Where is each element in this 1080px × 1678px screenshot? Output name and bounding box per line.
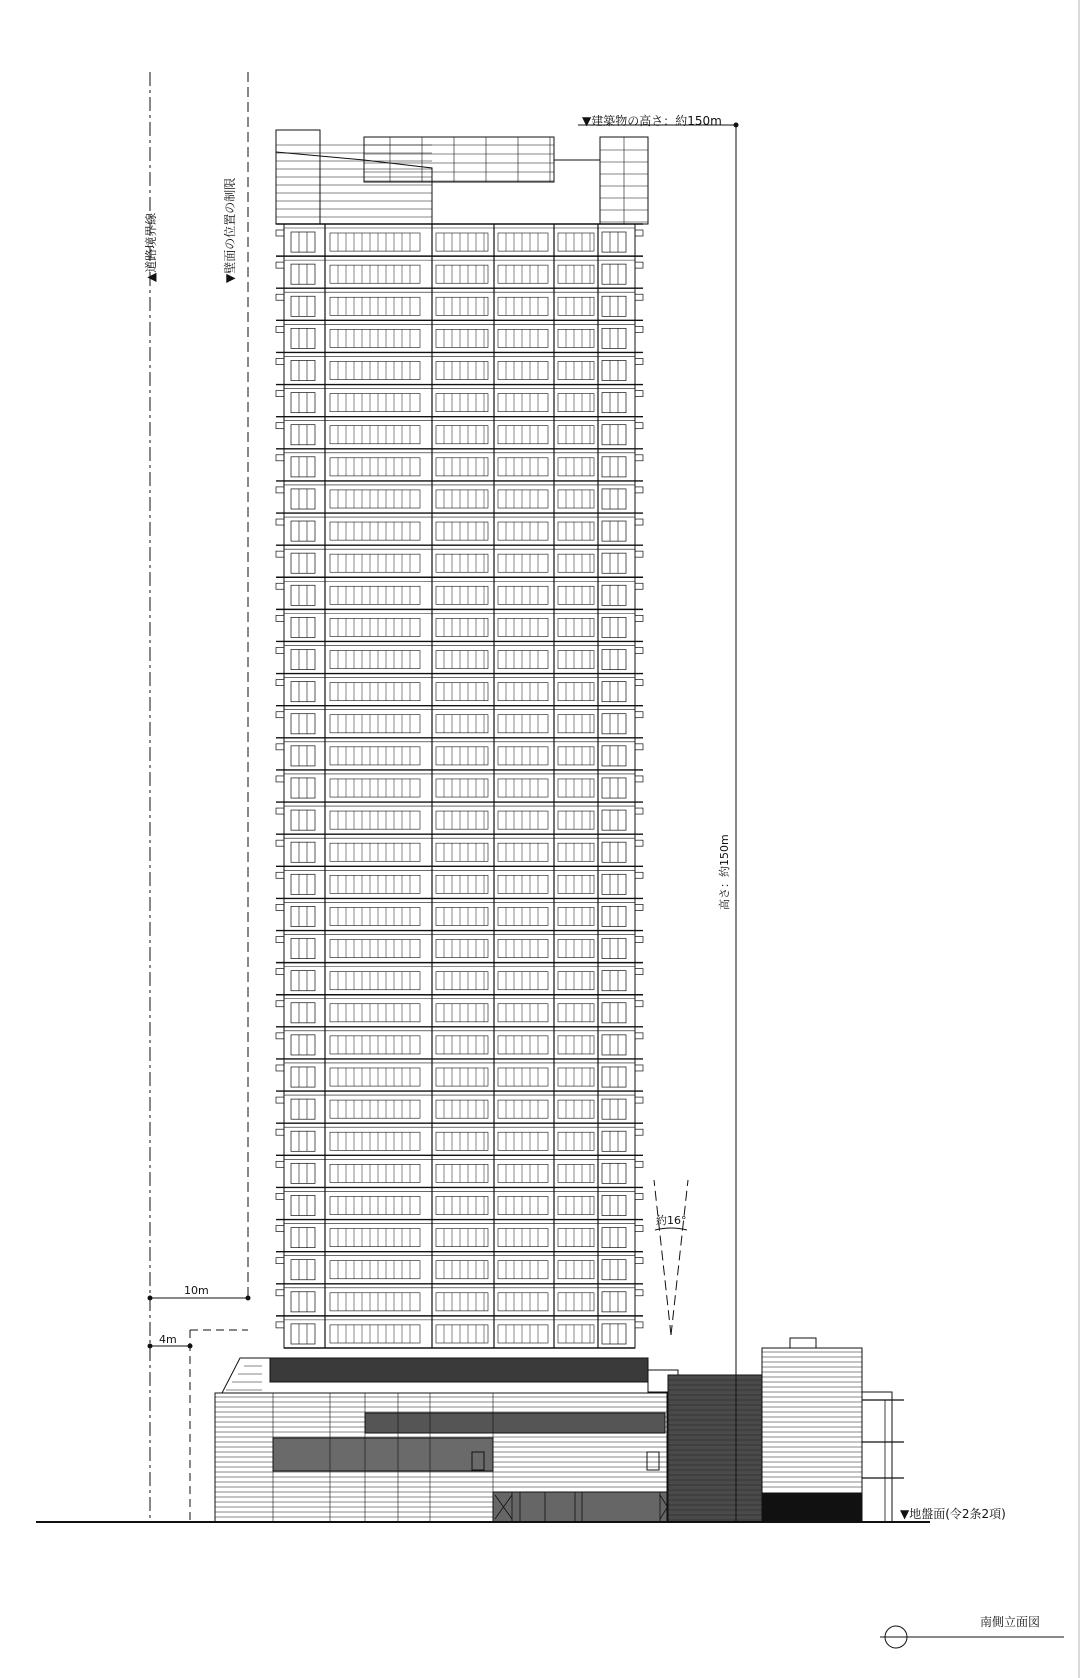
balcony-edge-right	[635, 969, 643, 975]
bay-window	[558, 522, 594, 540]
corner-window-right	[602, 971, 626, 991]
bay-window	[498, 490, 548, 508]
bay-window	[498, 1325, 548, 1343]
corner-window-left	[291, 521, 315, 541]
corner-window-left	[291, 810, 315, 830]
corner-window-left	[291, 1228, 315, 1248]
balcony-edge-right	[635, 904, 643, 910]
bay-window	[558, 361, 594, 379]
bay-window	[498, 650, 548, 668]
balcony-edge-right	[635, 1322, 643, 1328]
podium-entrance-band	[493, 1492, 667, 1522]
balcony-edge-right	[635, 455, 643, 461]
balcony-edge-left	[276, 712, 284, 718]
balcony-edge-left	[276, 904, 284, 910]
balcony-edge-right	[635, 1065, 643, 1071]
corner-window-right	[602, 649, 626, 669]
balcony-edge-left	[276, 487, 284, 493]
balcony-edge-left	[276, 680, 284, 686]
corner-window-left	[291, 649, 315, 669]
corner-window-right	[602, 1003, 626, 1023]
bay-window	[558, 1132, 594, 1150]
bay-window	[330, 972, 420, 990]
bay-window	[558, 426, 594, 444]
bay-window	[330, 1325, 420, 1343]
bay-window	[498, 1293, 548, 1311]
corner-window-left	[291, 328, 315, 348]
corner-window-right	[602, 746, 626, 766]
bay-window	[558, 715, 594, 733]
bay-window	[330, 1132, 420, 1150]
balcony-edge-right	[635, 1129, 643, 1135]
balcony-edge-right	[635, 615, 643, 621]
bay-window	[330, 715, 420, 733]
corner-window-right	[602, 521, 626, 541]
balcony-edge-left	[276, 1258, 284, 1264]
corner-window-left	[291, 1003, 315, 1023]
bay-window	[558, 1261, 594, 1279]
corner-window-left	[291, 1292, 315, 1312]
balcony-edge-right	[635, 551, 643, 557]
bay-window	[498, 811, 548, 829]
balcony-edge-left	[276, 1097, 284, 1103]
corner-window-left	[291, 1324, 315, 1344]
bay-window	[498, 1132, 548, 1150]
corner-window-right	[602, 393, 626, 413]
bay-window	[558, 907, 594, 925]
corner-window-right	[602, 296, 626, 316]
corner-window-right	[602, 553, 626, 573]
balcony-edge-right	[635, 776, 643, 782]
bay-window	[330, 522, 420, 540]
tower-outline	[284, 224, 635, 1348]
podium-elevation	[215, 1358, 762, 1522]
corner-window-right	[602, 489, 626, 509]
bay-window	[558, 875, 594, 893]
corner-window-right	[602, 1035, 626, 1055]
corner-window-left	[291, 425, 315, 445]
corner-window-right	[602, 939, 626, 959]
dimension-lines	[36, 72, 1064, 1648]
corner-window-right	[602, 1228, 626, 1248]
corner-window-left	[291, 1067, 315, 1087]
corner-window-right	[602, 810, 626, 830]
podium-stair	[222, 1358, 270, 1393]
corner-window-right	[602, 1099, 626, 1119]
corner-window-right	[602, 1260, 626, 1280]
balcony-edge-left	[276, 776, 284, 782]
angle-label: 約16°	[656, 1214, 687, 1227]
bay-window	[498, 522, 548, 540]
annex-canopy-frame	[862, 1392, 892, 1522]
corner-window-right	[602, 617, 626, 637]
corner-window-left	[291, 1131, 315, 1151]
bay-window	[558, 618, 594, 636]
bay-window	[330, 779, 420, 797]
corner-window-right	[602, 1131, 626, 1151]
bay-window	[498, 1196, 548, 1214]
dim-tick	[246, 1296, 250, 1300]
corner-window-left	[291, 585, 315, 605]
bay-window	[558, 811, 594, 829]
corner-window-left	[291, 1195, 315, 1215]
bay-window	[498, 1100, 548, 1118]
balcony-edge-right	[635, 583, 643, 589]
bay-window	[558, 297, 594, 315]
balcony-edge-left	[276, 326, 284, 332]
bay-window	[498, 940, 548, 958]
tower-elevation	[276, 130, 648, 1348]
balcony-edge-left	[276, 1193, 284, 1199]
bay-window	[330, 811, 420, 829]
balcony-edge-left	[276, 551, 284, 557]
corner-window-right	[602, 1067, 626, 1087]
corner-window-right	[602, 842, 626, 862]
balcony-edge-left	[276, 294, 284, 300]
bay-window	[558, 972, 594, 990]
bay-window	[558, 1004, 594, 1022]
balcony-edge-left	[276, 872, 284, 878]
bay-window	[330, 490, 420, 508]
balcony-edge-left	[276, 840, 284, 846]
corner-window-left	[291, 393, 315, 413]
bay-window	[558, 1100, 594, 1118]
corner-window-left	[291, 1099, 315, 1119]
corner-window-left	[291, 457, 315, 477]
corner-window-right	[602, 232, 626, 252]
balcony-edge-right	[635, 1226, 643, 1232]
corner-window-right	[602, 1324, 626, 1344]
height-dimension-label: 高さ：約150m	[718, 834, 731, 910]
bay-window	[498, 265, 548, 283]
road-boundary-label: ▲道路境界線	[144, 212, 158, 282]
bay-window	[498, 458, 548, 476]
balcony-edge-right	[635, 872, 643, 878]
corner-window-left	[291, 296, 315, 316]
annex-roof-unit	[790, 1338, 816, 1348]
bay-window	[330, 233, 420, 251]
balcony-edge-right	[635, 744, 643, 750]
bay-window	[498, 1229, 548, 1247]
corner-window-right	[602, 778, 626, 798]
balcony-edge-right	[635, 1001, 643, 1007]
bay-window	[558, 1164, 594, 1182]
corner-window-left	[291, 842, 315, 862]
bay-window	[498, 1004, 548, 1022]
bay-window	[498, 1261, 548, 1279]
corner-window-left	[291, 1260, 315, 1280]
bay-window	[498, 779, 548, 797]
bay-window	[558, 394, 594, 412]
bay-window	[330, 554, 420, 572]
balcony-edge-right	[635, 326, 643, 332]
balcony-edge-left	[276, 423, 284, 429]
annex-building	[762, 1338, 904, 1522]
height-tick-top	[734, 123, 738, 127]
balcony-edge-right	[635, 808, 643, 814]
dim-tick	[188, 1344, 192, 1348]
bay-window	[330, 940, 420, 958]
bay-window	[498, 1036, 548, 1054]
balcony-edge-left	[276, 615, 284, 621]
corner-window-left	[291, 939, 315, 959]
bay-window	[330, 1004, 420, 1022]
bay-window	[498, 875, 548, 893]
dimension-4m-label: 4m	[159, 1333, 177, 1346]
corner-window-left	[291, 682, 315, 702]
balcony-edge-left	[276, 358, 284, 364]
balcony-edge-left	[276, 1033, 284, 1039]
bay-window	[330, 1293, 420, 1311]
corner-window-left	[291, 874, 315, 894]
bay-window	[330, 458, 420, 476]
bay-window	[498, 1164, 548, 1182]
bay-window	[330, 1100, 420, 1118]
corner-window-right	[602, 457, 626, 477]
balcony-edge-right	[635, 647, 643, 653]
corner-window-left	[291, 906, 315, 926]
bay-window	[558, 650, 594, 668]
corner-window-left	[291, 778, 315, 798]
corner-window-left	[291, 746, 315, 766]
bay-window	[558, 1229, 594, 1247]
corner-window-left	[291, 489, 315, 509]
bay-window	[330, 265, 420, 283]
corner-window-right	[602, 682, 626, 702]
bay-window	[558, 1293, 594, 1311]
balcony-edge-left	[276, 1001, 284, 1007]
dim-tick	[148, 1296, 152, 1300]
bay-window	[330, 907, 420, 925]
bay-window	[498, 329, 548, 347]
bay-window	[330, 618, 420, 636]
podium-dark-band	[270, 1358, 648, 1382]
bay-window	[330, 394, 420, 412]
bay-window	[498, 586, 548, 604]
corner-window-left	[291, 714, 315, 734]
corner-window-left	[291, 617, 315, 637]
corner-window-right	[602, 714, 626, 734]
bay-window	[498, 972, 548, 990]
bay-window	[558, 586, 594, 604]
balcony-edge-left	[276, 1226, 284, 1232]
bay-window	[558, 843, 594, 861]
balcony-edge-right	[635, 391, 643, 397]
balcony-edge-right	[635, 1290, 643, 1296]
annex-dark-base	[762, 1493, 862, 1522]
corner-window-right	[602, 360, 626, 380]
dim-tick	[148, 1344, 152, 1348]
balcony-edge-right	[635, 1258, 643, 1264]
corner-window-left	[291, 971, 315, 991]
balcony-edge-left	[276, 1161, 284, 1167]
bay-window	[558, 747, 594, 765]
bay-window	[498, 233, 548, 251]
balcony-edge-left	[276, 455, 284, 461]
balcony-edge-right	[635, 1097, 643, 1103]
balcony-edge-right	[635, 937, 643, 943]
corner-window-right	[602, 1195, 626, 1215]
balcony-edge-right	[635, 712, 643, 718]
bay-window	[558, 940, 594, 958]
balcony-edge-left	[276, 1322, 284, 1328]
corner-window-left	[291, 1035, 315, 1055]
balcony-edge-left	[276, 230, 284, 236]
bay-window	[330, 843, 420, 861]
bay-window	[498, 361, 548, 379]
balcony-edge-left	[276, 647, 284, 653]
corner-window-right	[602, 585, 626, 605]
dimension-10m-label: 10m	[184, 1284, 209, 1297]
bay-window	[330, 1229, 420, 1247]
balcony-edge-right	[635, 230, 643, 236]
wall-limit-label: ▼壁面の位置の制限	[223, 177, 237, 283]
bay-window	[498, 297, 548, 315]
bay-window	[558, 458, 594, 476]
balcony-edge-right	[635, 1161, 643, 1167]
bay-window	[330, 683, 420, 701]
bay-window	[558, 329, 594, 347]
bay-window	[558, 1325, 594, 1343]
balcony-edge-left	[276, 969, 284, 975]
podium-dark-strip-upper	[365, 1413, 665, 1433]
corner-window-right	[602, 264, 626, 284]
bay-window	[330, 1068, 420, 1086]
bay-window	[330, 329, 420, 347]
ground-level-label: ▼地盤面(令2条2項)	[900, 1507, 1006, 1521]
balcony-edge-left	[276, 583, 284, 589]
corner-window-right	[602, 1292, 626, 1312]
bay-window	[330, 1196, 420, 1214]
bay-window	[498, 426, 548, 444]
balcony-edge-right	[635, 487, 643, 493]
bay-window	[498, 554, 548, 572]
balcony-edge-right	[635, 1033, 643, 1039]
bay-window	[558, 1068, 594, 1086]
bay-window	[498, 1068, 548, 1086]
bay-window	[330, 426, 420, 444]
corner-window-right	[602, 328, 626, 348]
balcony-edge-left	[276, 937, 284, 943]
balcony-edge-right	[635, 840, 643, 846]
balcony-edge-right	[635, 423, 643, 429]
podium-dark-strip-mid	[273, 1438, 493, 1471]
podium-vent-right	[647, 1452, 659, 1470]
balcony-edge-left	[276, 1290, 284, 1296]
bay-window	[558, 1196, 594, 1214]
corner-window-right	[602, 874, 626, 894]
balcony-edge-left	[276, 744, 284, 750]
bay-window	[330, 586, 420, 604]
corner-window-right	[602, 425, 626, 445]
bay-window	[498, 394, 548, 412]
bay-window	[330, 1164, 420, 1182]
balcony-edge-right	[635, 294, 643, 300]
bay-window	[558, 683, 594, 701]
bay-window	[558, 779, 594, 797]
balcony-edge-left	[276, 262, 284, 268]
building-height-label: ▼建築物の高さ：約150m	[582, 114, 722, 128]
balcony-edge-left	[276, 808, 284, 814]
bay-window	[330, 361, 420, 379]
corner-window-left	[291, 264, 315, 284]
bay-window	[558, 554, 594, 572]
balcony-edge-left	[276, 519, 284, 525]
balcony-edge-left	[276, 1065, 284, 1071]
angle-line-right	[671, 1180, 688, 1335]
drawing-title: 南側立面図	[980, 1615, 1041, 1629]
balcony-edge-right	[635, 262, 643, 268]
bay-window	[558, 233, 594, 251]
bay-window	[330, 747, 420, 765]
bay-window	[558, 1036, 594, 1054]
balcony-edge-right	[635, 1193, 643, 1199]
corner-window-left	[291, 553, 315, 573]
corner-window-left	[291, 360, 315, 380]
corner-window-left	[291, 1163, 315, 1183]
corner-window-left	[291, 232, 315, 252]
bay-window	[498, 843, 548, 861]
bay-window	[498, 618, 548, 636]
balcony-edge-right	[635, 680, 643, 686]
corner-window-right	[602, 1163, 626, 1183]
bay-window	[558, 490, 594, 508]
balcony-edge-left	[276, 391, 284, 397]
bay-window	[330, 875, 420, 893]
angle-line-left	[654, 1180, 671, 1335]
bay-window	[330, 650, 420, 668]
balcony-edge-left	[276, 1129, 284, 1135]
bay-window	[498, 907, 548, 925]
bay-window	[498, 715, 548, 733]
bay-window	[330, 1036, 420, 1054]
crown-center-block	[364, 137, 554, 182]
bay-window	[558, 265, 594, 283]
bay-window	[330, 297, 420, 315]
bay-window	[498, 683, 548, 701]
bay-window	[498, 747, 548, 765]
bay-window	[330, 1261, 420, 1279]
balcony-edge-right	[635, 358, 643, 364]
balcony-edge-right	[635, 519, 643, 525]
corner-window-right	[602, 906, 626, 926]
